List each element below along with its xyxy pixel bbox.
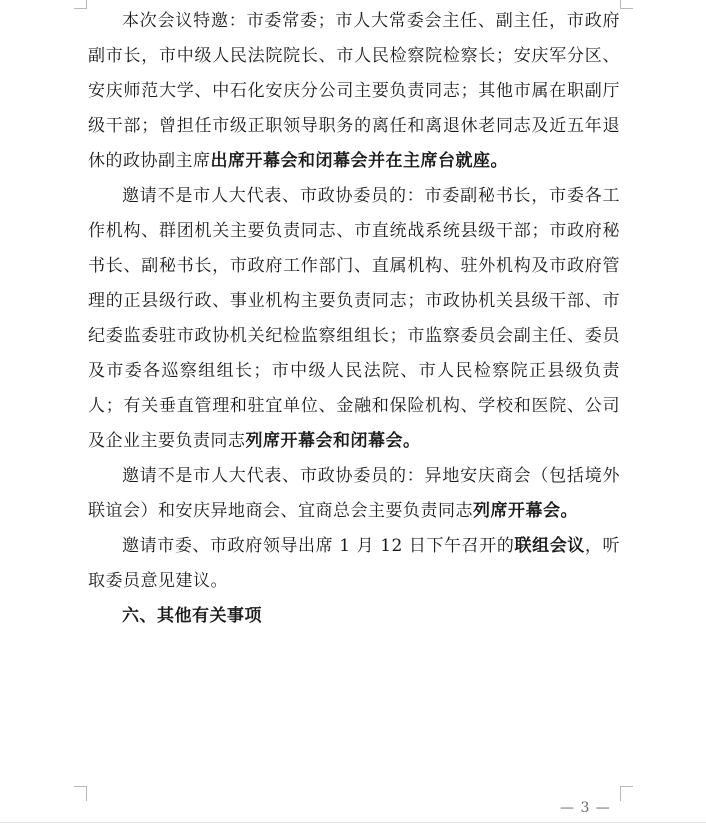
section-heading: 六、其他有关事项	[122, 606, 262, 626]
paragraph-chamber-of-commerce	[88, 459, 620, 529]
crop-mark-bottom-left	[74, 786, 87, 801]
crop-mark-bottom-right	[620, 786, 633, 801]
paragraph-emphasis: 联组会议	[514, 536, 585, 556]
crop-mark-top-right	[620, 0, 633, 9]
paragraph-text: 邀请市委、市政府领导出席 1 月 12 日下午召开的	[122, 536, 515, 556]
crop-mark-top-left	[74, 0, 87, 9]
paragraph-joint-meeting	[88, 529, 620, 599]
paragraph-text-after: ，听取委员意见建议。	[88, 536, 621, 591]
paragraph-emphasis: 列席开幕会和闭幕会。	[245, 431, 421, 451]
paragraph-attendees-opening-closing	[88, 179, 620, 459]
paragraph-emphasis: 出席开幕会和闭幕会并在主席台就座。	[210, 151, 508, 171]
paragraph-emphasis: 列席开幕会。	[473, 501, 578, 521]
paragraph-text: 本次会议特邀：市委常委；市人大常委会主任、副主任，市政府副市长，市中级人民法院院长、市人民检察院检察长；安庆军分区、安庆师范大学、中石化安庆分公司主要负责同志；其他市属在职副厅级干部；曾担任市级正职领导职务的离任和离退休老同志及近五年退休的政协副主席	[88, 11, 620, 171]
footer-divider	[0, 822, 706, 823]
document-body	[88, 4, 620, 634]
paragraph-special-invitees	[88, 4, 620, 179]
paragraph-text: 邀请不是市人大代表、市政协委员的：异地安庆商会（包括境外联谊会）和安庆异地商会、宜商总会主要负责同志	[88, 466, 620, 521]
page-number: — 3 —	[560, 800, 611, 816]
paragraph-text: 邀请不是市人大代表、市政协委员的：市委副秘书长，市委各工作机构、群团机关主要负责同志、市直统战系统县级干部；市政府秘书长、副秘书长，市政府工作部门、直属机构、驻外机构及市政府管理的正县级行政、事业机构主要负责同志；市政协机关县级干部、市纪委监委驻市政协机关纪检监察组组长；市监察委员会副主任、委员及市委各巡察组组长；市中级人民法院、市人民检察院正县级负责人；有关垂直管理和驻宜单位、金融和保险机构、学校和医院、公司及企业主要负责同志	[88, 186, 620, 451]
